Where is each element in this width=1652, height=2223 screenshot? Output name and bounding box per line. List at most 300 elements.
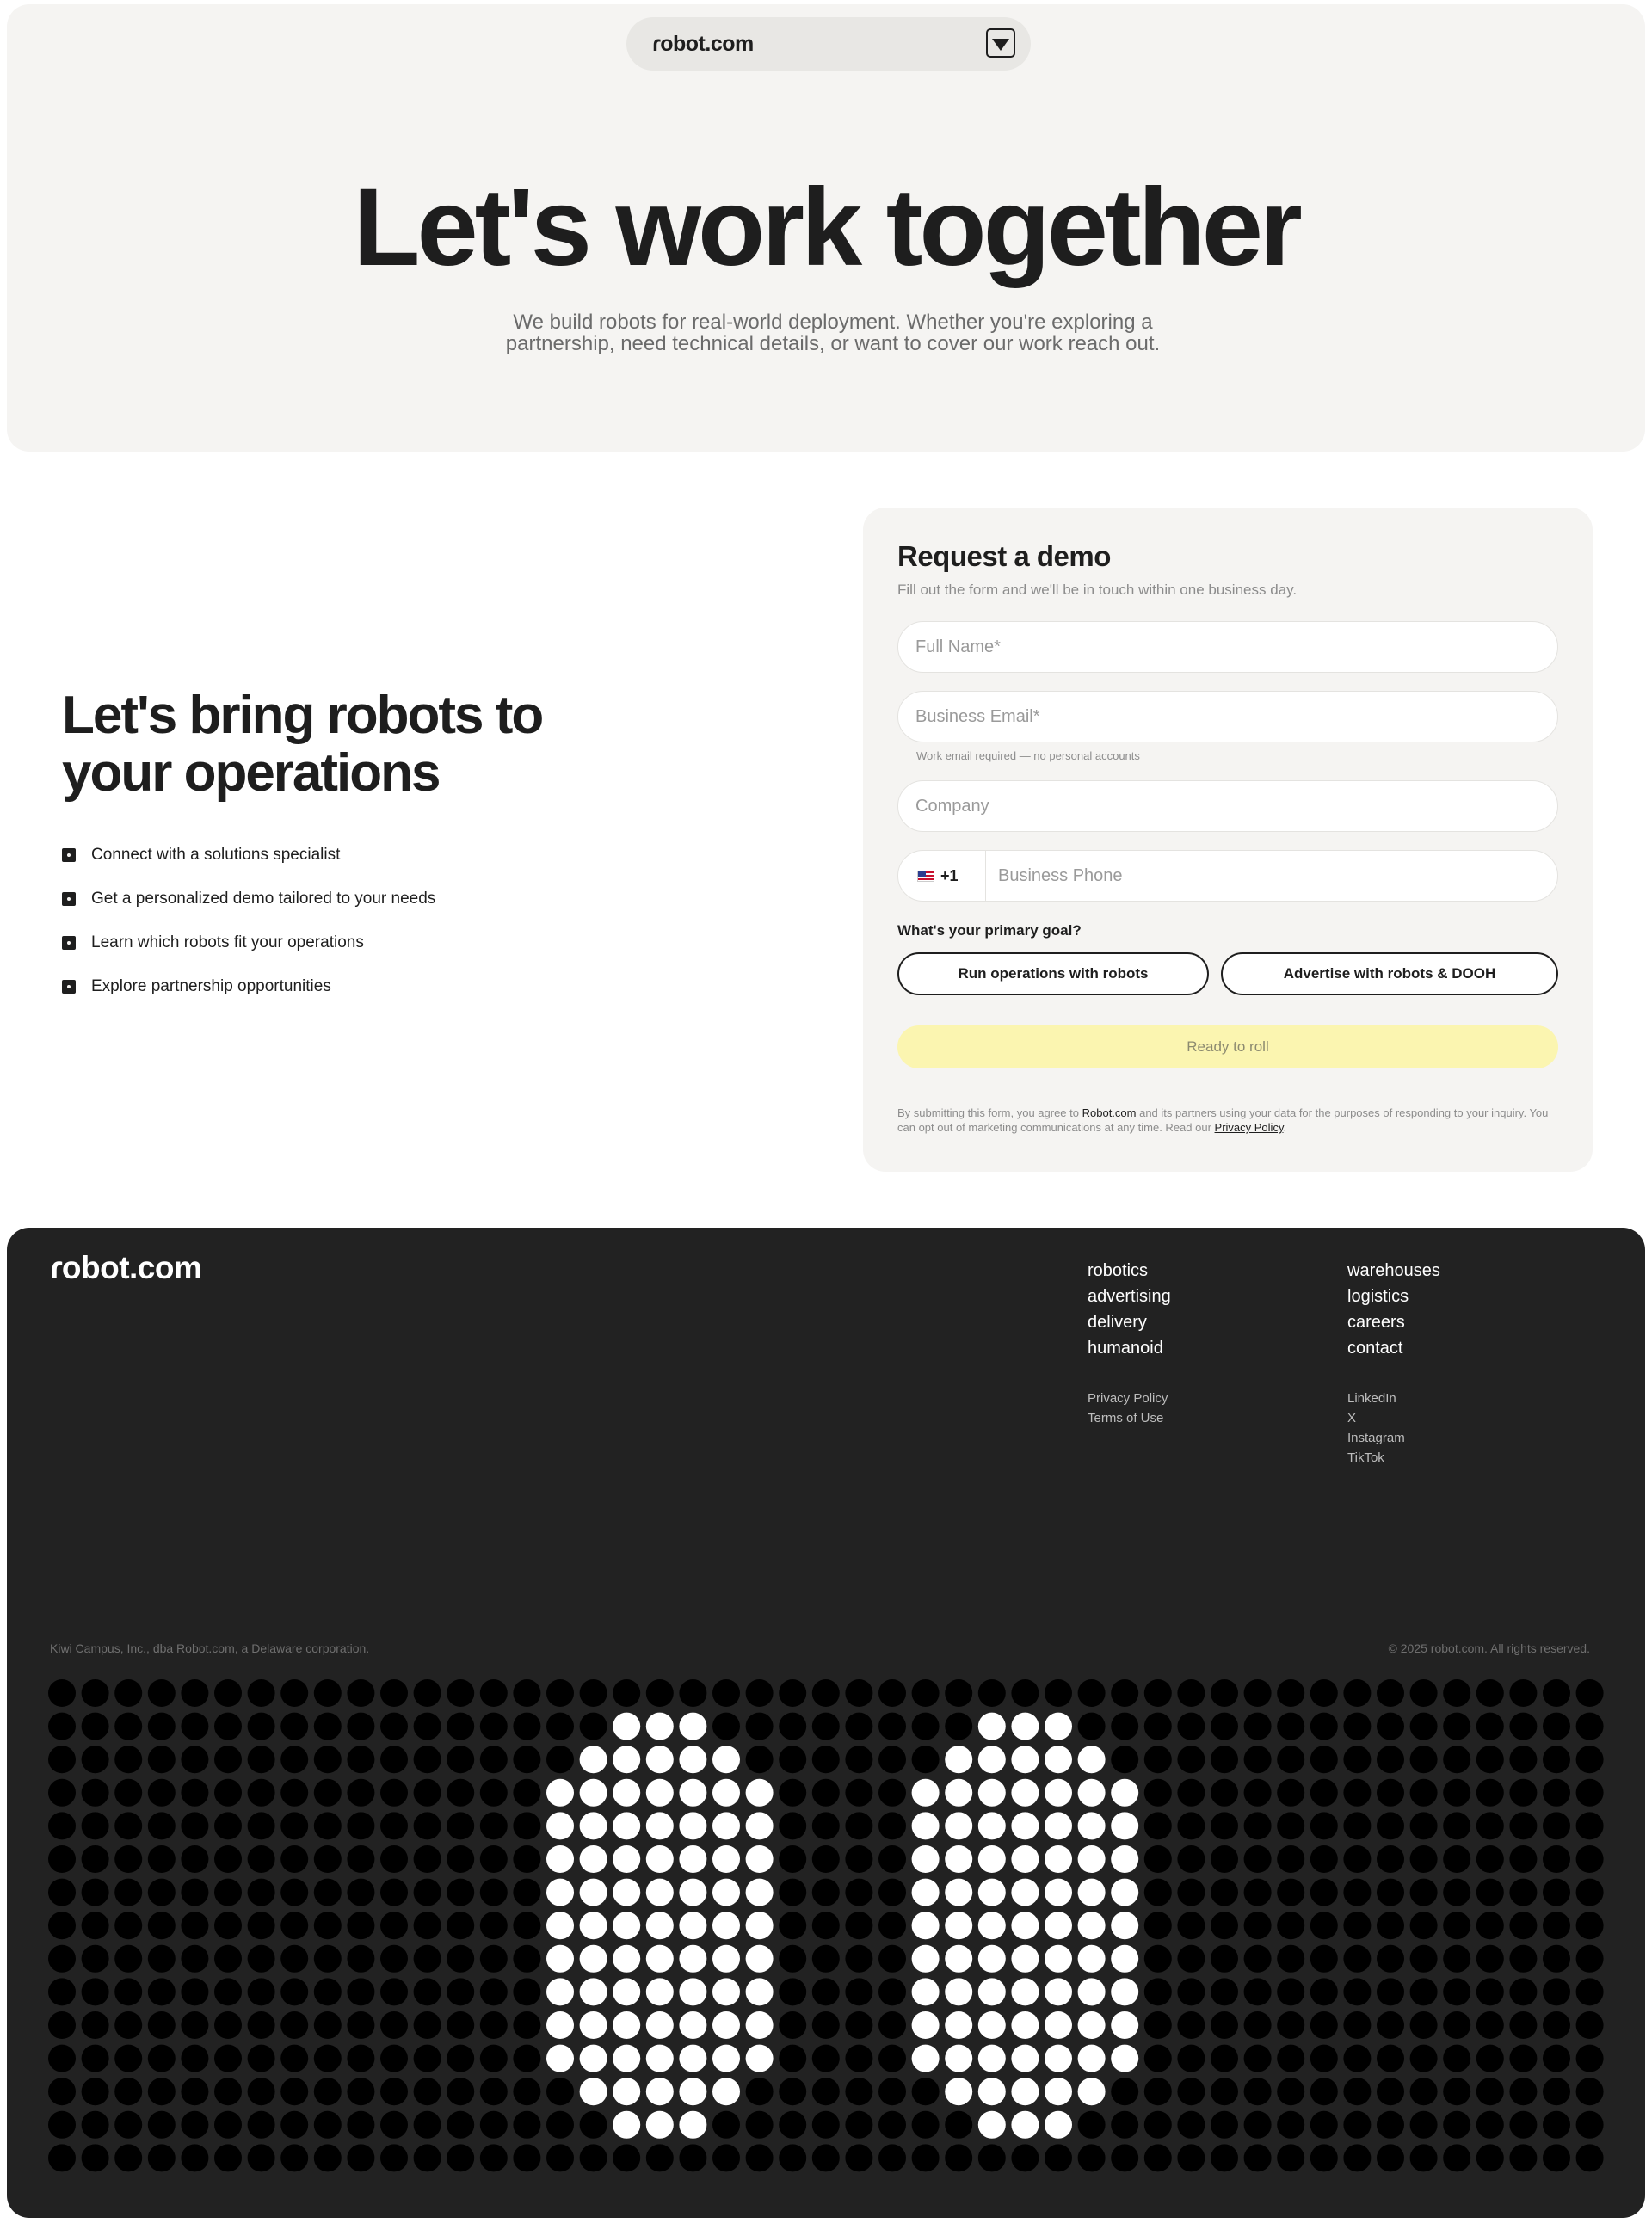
dot-unlit: [1211, 1945, 1238, 1973]
dot-unlit: [845, 2011, 872, 2039]
dot-unlit: [480, 1845, 508, 1873]
dot-lit: [546, 2045, 574, 2072]
robot-com-link[interactable]: Robot.com: [1082, 1106, 1137, 1119]
dot-unlit: [1443, 1713, 1470, 1740]
dot-lit: [679, 1779, 706, 1807]
dot-unlit: [1244, 2011, 1272, 2039]
benefit-text: Get a personalized demo tailored to your needs: [91, 889, 436, 908]
dot-lit: [1045, 2011, 1072, 2039]
dot-unlit: [181, 1779, 208, 1807]
dot-lit: [1045, 1812, 1072, 1839]
dot-unlit: [1410, 2011, 1438, 2039]
dot-unlit: [214, 2078, 242, 2105]
dot-unlit: [114, 1779, 142, 1807]
dot-lit: [746, 1779, 774, 1807]
dot-lit: [646, 1812, 674, 1839]
dot-unlit: [1177, 2111, 1205, 2139]
dot-unlit: [181, 1746, 208, 1773]
dot-unlit: [280, 2078, 308, 2105]
dot-unlit: [1509, 2011, 1537, 2039]
dot-lit: [646, 2111, 674, 2139]
dot-lit: [1045, 2111, 1072, 2139]
dot-lit: [580, 1912, 607, 1939]
footer-link-contact[interactable]: contact: [1347, 1339, 1403, 1358]
dot-unlit: [1443, 1978, 1470, 2005]
footer-nav-col-1: [1088, 1258, 1171, 1361]
dot-unlit: [347, 1779, 374, 1807]
dot-unlit: [945, 2111, 972, 2139]
dot-unlit: [1244, 2045, 1272, 2072]
dot-unlit: [613, 2144, 640, 2171]
dot-unlit: [214, 2144, 242, 2171]
footer-link-warehouses[interactable]: warehouses: [1347, 1261, 1440, 1280]
dot-unlit: [878, 1978, 906, 2005]
dot-unlit: [1111, 2144, 1138, 2171]
footer-link-humanoid[interactable]: humanoid: [1088, 1339, 1163, 1358]
dot-unlit: [314, 1779, 342, 1807]
dot-lit: [679, 1879, 706, 1906]
dot-unlit: [347, 1845, 374, 1873]
dot-lit: [978, 1713, 1006, 1740]
dot-unlit: [1343, 1845, 1371, 1873]
dot-unlit: [1543, 2078, 1570, 2105]
dot-unlit: [679, 1679, 706, 1707]
dot-unlit: [945, 2144, 972, 2171]
form-title: Request a demo: [897, 540, 1111, 572]
dot-lit: [1045, 1845, 1072, 1873]
dot-lit: [746, 1978, 774, 2005]
dot-lit: [746, 1845, 774, 1873]
footer-link-logistics[interactable]: logistics: [1347, 1287, 1409, 1306]
footer-link-terms[interactable]: Terms of Use: [1088, 1411, 1164, 1426]
dot-unlit: [513, 1812, 540, 1839]
dot-unlit: [114, 2045, 142, 2072]
dot-unlit: [447, 1978, 474, 2005]
dot-unlit: [248, 1978, 275, 2005]
country-code: +1: [940, 866, 959, 884]
dot-unlit: [1576, 1945, 1604, 1973]
dot-unlit: [248, 1845, 275, 1873]
dot-unlit: [845, 1679, 872, 1707]
dot-unlit: [447, 2078, 474, 2105]
dot-unlit: [1277, 1845, 1304, 1873]
dot-unlit: [414, 2111, 441, 2139]
dot-unlit: [845, 1845, 872, 1873]
dot-unlit: [1410, 1845, 1438, 1873]
dot-lit: [1078, 1978, 1106, 2005]
dot-unlit: [280, 2144, 308, 2171]
dot-lit: [679, 2011, 706, 2039]
dot-unlit: [447, 2045, 474, 2072]
dot-lit: [1011, 1812, 1039, 1839]
footer-link-x[interactable]: X: [1347, 1411, 1357, 1426]
dot-unlit: [214, 1812, 242, 1839]
bullet-icon: [62, 892, 76, 906]
dot-lit: [978, 1746, 1006, 1773]
dot-unlit: [878, 1879, 906, 1906]
benefit-text: Connect with a solutions specialist: [91, 845, 341, 864]
dot-unlit: [181, 2111, 208, 2139]
dot-unlit: [480, 1779, 508, 1807]
business-phone-field[interactable]: [986, 851, 1557, 901]
business-email-field[interactable]: [897, 691, 1558, 742]
dot-lit: [912, 2045, 940, 2072]
dot-unlit: [779, 2111, 806, 2139]
nav-logo[interactable]: ɾobot.com: [652, 31, 754, 56]
dot-unlit: [248, 1879, 275, 1906]
dot-unlit: [1509, 1879, 1537, 1906]
dot-unlit: [1410, 2045, 1438, 2072]
footer-link-robotics[interactable]: robotics: [1088, 1261, 1149, 1280]
dot-unlit: [746, 2111, 774, 2139]
dot-unlit: [878, 1746, 906, 1773]
dot-lit: [1045, 1945, 1072, 1973]
dot-lit: [613, 1978, 640, 2005]
dot-unlit: [513, 1978, 540, 2005]
dot-unlit: [1343, 1912, 1371, 1939]
dot-unlit: [1343, 1879, 1371, 1906]
dot-lit: [1078, 2078, 1106, 2105]
dot-lit: [646, 1713, 674, 1740]
dot-unlit: [1144, 1978, 1172, 2005]
dot-lit: [646, 1746, 674, 1773]
dot-unlit: [380, 2111, 408, 2139]
company-field[interactable]: [897, 780, 1558, 832]
dot-unlit: [1310, 1679, 1338, 1707]
dot-unlit: [1310, 1812, 1338, 1839]
dot-unlit: [1509, 1679, 1537, 1707]
dot-lit: [912, 1779, 940, 1807]
dot-unlit: [347, 1978, 374, 2005]
footer-logo[interactable]: ɾobot.com: [50, 1250, 202, 1285]
dot-unlit: [1543, 1978, 1570, 2005]
dot-unlit: [214, 1713, 242, 1740]
submit-button[interactable]: Ready to roll: [897, 1025, 1558, 1068]
dot-unlit: [845, 1912, 872, 1939]
dot-unlit: [712, 2111, 740, 2139]
dot-lit: [712, 2045, 740, 2072]
dot-lit: [646, 1978, 674, 2005]
dot-unlit: [1144, 2011, 1172, 2039]
footer-link-privacy-policy[interactable]: Privacy Policy: [1088, 1391, 1168, 1406]
dot-unlit: [1476, 1945, 1504, 1973]
dot-unlit: [1443, 2045, 1470, 2072]
dot-lit: [646, 2011, 674, 2039]
dot-lit: [679, 1845, 706, 1873]
dot-unlit: [480, 1746, 508, 1773]
dot-unlit: [1443, 1746, 1470, 1773]
dot-lit: [580, 1945, 607, 1973]
dot-unlit: [1343, 2111, 1371, 2139]
dot-lit: [613, 1812, 640, 1839]
dot-unlit: [414, 2144, 441, 2171]
dot-unlit: [114, 1945, 142, 1973]
footer-legal-links: [1088, 1389, 1168, 1428]
dot-unlit: [480, 1879, 508, 1906]
dot-unlit: [114, 1912, 142, 1939]
dot-unlit: [48, 1912, 76, 1939]
dot-unlit: [1476, 2144, 1504, 2171]
dot-lit: [546, 1912, 574, 1939]
dot-unlit: [347, 1879, 374, 1906]
dot-unlit: [779, 2144, 806, 2171]
dot-unlit: [1343, 2011, 1371, 2039]
dot-unlit: [480, 2078, 508, 2105]
dot-unlit: [1310, 2078, 1338, 2105]
dot-unlit: [447, 1746, 474, 1773]
dot-unlit: [1211, 2144, 1238, 2171]
dot-unlit: [1310, 1713, 1338, 1740]
goal-run-operations-button[interactable]: Run operations with robots: [897, 952, 1209, 995]
dot-unlit: [214, 1978, 242, 2005]
dot-lit: [1111, 2045, 1138, 2072]
footer-link-delivery[interactable]: delivery: [1088, 1313, 1147, 1332]
dot-unlit: [82, 1779, 109, 1807]
dot-unlit: [280, 1912, 308, 1939]
dot-unlit: [380, 1679, 408, 1707]
dot-unlit: [1011, 1679, 1039, 1707]
dot-lit: [1045, 1879, 1072, 1906]
dot-unlit: [746, 2144, 774, 2171]
dot-unlit: [812, 2144, 840, 2171]
dot-unlit: [1443, 2011, 1470, 2039]
page-title: Let's work together: [353, 166, 1299, 289]
dot-unlit: [580, 1679, 607, 1707]
dot-lit: [1045, 1746, 1072, 1773]
dot-unlit: [878, 1713, 906, 1740]
bullet-icon: [62, 936, 76, 950]
dot-unlit: [82, 1945, 109, 1973]
footer-link-linkedin[interactable]: LinkedIn: [1347, 1391, 1396, 1406]
list-item: [62, 964, 435, 1008]
dot-unlit: [1211, 1845, 1238, 1873]
dot-lit: [679, 1746, 706, 1773]
dot-lit: [945, 1746, 972, 1773]
dot-lit: [646, 1779, 674, 1807]
dot-unlit: [347, 1945, 374, 1973]
dot-lit: [746, 1812, 774, 1839]
dot-lit: [546, 1779, 574, 1807]
dot-unlit: [447, 1713, 474, 1740]
dot-unlit: [746, 1679, 774, 1707]
dot-unlit: [280, 1812, 308, 1839]
dot-unlit: [1277, 1812, 1304, 1839]
dot-unlit: [447, 1945, 474, 1973]
dot-lit: [746, 2011, 774, 2039]
dot-unlit: [48, 1812, 76, 1839]
dot-lit: [679, 1912, 706, 1939]
dot-unlit: [1310, 2144, 1338, 2171]
dot-unlit: [1045, 1679, 1072, 1707]
dot-unlit: [1078, 1713, 1106, 1740]
dot-lit: [646, 1945, 674, 1973]
dot-lit: [712, 1779, 740, 1807]
dot-lit: [978, 2045, 1006, 2072]
dot-lit: [1011, 1978, 1039, 2005]
dot-unlit: [148, 1978, 176, 2005]
dot-unlit: [1211, 2011, 1238, 2039]
dot-unlit: [845, 2078, 872, 2105]
dot-unlit: [1144, 2111, 1172, 2139]
dot-lit: [746, 1879, 774, 1906]
dot-unlit: [314, 1679, 342, 1707]
dot-unlit: [314, 2011, 342, 2039]
dot-unlit: [1111, 1713, 1138, 1740]
dot-unlit: [1277, 2011, 1304, 2039]
dot-unlit: [380, 2078, 408, 2105]
dot-unlit: [1244, 1713, 1272, 1740]
privacy-policy-link[interactable]: Privacy Policy: [1214, 1121, 1284, 1134]
dot-lit: [978, 2111, 1006, 2139]
dot-unlit: [248, 1746, 275, 1773]
dot-unlit: [447, 1812, 474, 1839]
form-subtitle: Fill out the form and we'll be in touch within one business day.: [897, 582, 1298, 598]
dot-unlit: [1277, 1912, 1304, 1939]
dot-lit: [580, 1746, 607, 1773]
top-nav: [626, 17, 1031, 71]
menu-toggle-button[interactable]: [986, 28, 1015, 58]
dot-unlit: [812, 1713, 840, 1740]
dot-unlit: [513, 1746, 540, 1773]
dot-lit: [1045, 2078, 1072, 2105]
dot-unlit: [1509, 1845, 1537, 1873]
dot-unlit: [280, 1746, 308, 1773]
dot-unlit: [1443, 1879, 1470, 1906]
dot-lit: [1011, 1746, 1039, 1773]
dot-lit: [1045, 2045, 1072, 2072]
dot-unlit: [812, 2045, 840, 2072]
dot-unlit: [878, 2045, 906, 2072]
copyright-text: © 2025 robot.com. All rights reserved.: [1388, 1641, 1590, 1655]
dot-unlit: [1509, 2144, 1537, 2171]
dot-unlit: [812, 2111, 840, 2139]
dot-unlit: [1509, 2078, 1537, 2105]
dot-unlit: [978, 2144, 1006, 2171]
dot-unlit: [148, 1746, 176, 1773]
dot-unlit: [1410, 2144, 1438, 2171]
dot-unlit: [812, 1812, 840, 1839]
dot-unlit: [1543, 1912, 1570, 1939]
dot-unlit: [712, 1679, 740, 1707]
footer-link-careers[interactable]: careers: [1347, 1313, 1405, 1332]
dot-lit: [1011, 1845, 1039, 1873]
dot-unlit: [1177, 2078, 1205, 2105]
country-code-select[interactable]: [898, 851, 986, 901]
dot-unlit: [1078, 2144, 1106, 2171]
dot-unlit: [1144, 2078, 1172, 2105]
dot-unlit: [1343, 1679, 1371, 1707]
dot-unlit: [1377, 1812, 1404, 1839]
dot-unlit: [1377, 1912, 1404, 1939]
dot-lit: [646, 1879, 674, 1906]
dot-unlit: [1377, 2011, 1404, 2039]
dot-unlit: [1277, 1679, 1304, 1707]
dot-lit: [978, 1812, 1006, 1839]
full-name-field[interactable]: [897, 621, 1558, 673]
dot-unlit: [779, 1945, 806, 1973]
dot-lit: [580, 1812, 607, 1839]
goal-advertise-button[interactable]: Advertise with robots & DOOH: [1221, 952, 1558, 995]
dot-unlit: [414, 2078, 441, 2105]
dot-unlit: [812, 2011, 840, 2039]
dot-unlit: [1377, 2045, 1404, 2072]
demo-request-form: [863, 508, 1593, 1172]
dot-unlit: [1443, 1912, 1470, 1939]
dot-unlit: [181, 1679, 208, 1707]
dot-unlit: [480, 2111, 508, 2139]
dot-unlit: [181, 1912, 208, 1939]
dot-unlit: [1177, 2144, 1205, 2171]
dot-lit: [978, 2011, 1006, 2039]
dot-unlit: [1476, 1713, 1504, 1740]
company-legal-text: Kiwi Campus, Inc., dba Robot.com, a Delaware corporation.: [50, 1641, 370, 1655]
footer-social-links: [1347, 1389, 1405, 1468]
dot-unlit: [48, 2111, 76, 2139]
dot-unlit: [380, 2144, 408, 2171]
dot-unlit: [1576, 2011, 1604, 2039]
dot-unlit: [1244, 1879, 1272, 1906]
dot-unlit: [1211, 2045, 1238, 2072]
dropdown-triangle-icon: [992, 39, 1009, 51]
dot-unlit: [513, 1945, 540, 1973]
dot-unlit: [912, 2144, 940, 2171]
dot-lit: [546, 1945, 574, 1973]
dot-unlit: [148, 1845, 176, 1873]
dot-unlit: [1509, 1978, 1537, 2005]
dot-unlit: [812, 1912, 840, 1939]
dot-lit: [580, 2045, 607, 2072]
dot-lit: [1078, 1912, 1106, 1939]
dot-unlit: [181, 2011, 208, 2039]
dot-unlit: [82, 2078, 109, 2105]
footer-link-instagram[interactable]: Instagram: [1347, 1431, 1405, 1445]
dot-lit: [912, 1945, 940, 1973]
dot-unlit: [1211, 2111, 1238, 2139]
dot-unlit: [779, 1713, 806, 1740]
dot-unlit: [148, 2144, 176, 2171]
dot-unlit: [1277, 2144, 1304, 2171]
footer-link-advertising[interactable]: advertising: [1088, 1287, 1171, 1306]
dot-lit: [546, 1812, 574, 1839]
dot-unlit: [114, 2144, 142, 2171]
dot-unlit: [1443, 1679, 1470, 1707]
legal-text: and its partners using your data for the purposes of responding to your inquiry. You can opt out of marketing communications at any time. Read our: [897, 1106, 1549, 1134]
dot-unlit: [812, 1746, 840, 1773]
dot-unlit: [1078, 1679, 1106, 1707]
us-flag-icon: [917, 871, 934, 882]
dot-unlit: [214, 2111, 242, 2139]
dot-unlit: [1377, 1713, 1404, 1740]
dot-lit: [1078, 1779, 1106, 1807]
dot-lit: [546, 1845, 574, 1873]
dot-unlit: [48, 1713, 76, 1740]
footer-link-tiktok[interactable]: TikTok: [1347, 1450, 1384, 1465]
dot-lit: [580, 2078, 607, 2105]
dot-lit: [646, 2078, 674, 2105]
dot-unlit: [1443, 1845, 1470, 1873]
dot-unlit: [280, 1879, 308, 1906]
dot-unlit: [380, 1713, 408, 1740]
dot-unlit: [613, 1679, 640, 1707]
form-legal-text: [897, 1105, 1564, 1135]
list-item: [62, 877, 435, 921]
dot-unlit: [546, 2078, 574, 2105]
dot-unlit: [1576, 1713, 1604, 1740]
dot-unlit: [1543, 2144, 1570, 2171]
dot-unlit: [546, 2144, 574, 2171]
dot-lit: [912, 1812, 940, 1839]
dot-unlit: [1410, 1746, 1438, 1773]
